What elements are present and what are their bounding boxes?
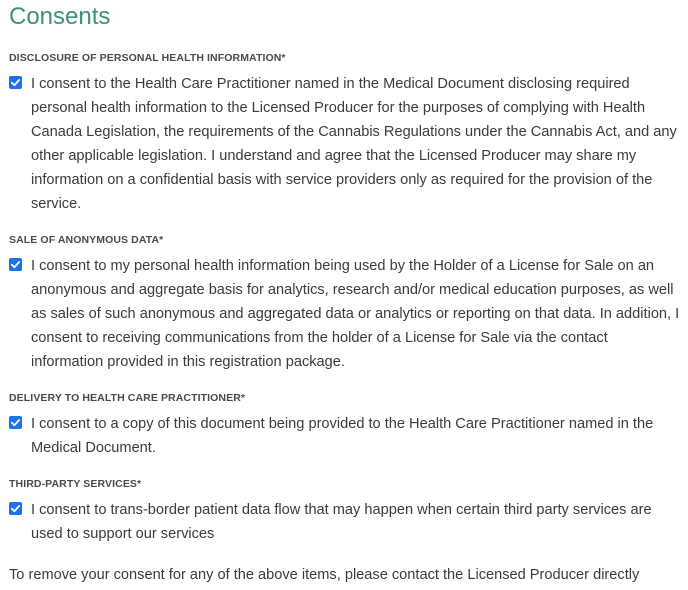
checkmark-icon [10,503,21,514]
consent-delivery-text: I consent to a copy of this document being provided to the Health Care Practitioner named in the Medical Document. [31,416,654,456]
consent-removal-note: To remove your consent for any of the above items, please contact the Licensed Producer directly [9,567,640,583]
consent-sale [9,254,683,374]
checkmark-icon [10,77,21,88]
consent-delivery [9,412,683,460]
consent-disclosure-text: I consent to the Health Care Practitioner named in the Medical Document disclosing required personal health information to the Licensed Producer for the purposes of complying with Health Canada Legislation, the requirements of the Cannabis Regulations under the Cannabis Act, and any other applicable legislation. I understand and agree that the Licensed Producer may share my information on a confidential basis with service providers only as required for the provision of the service. [31,76,677,212]
checkmark-icon [10,417,21,428]
page-title: Consents [9,3,111,30]
consent-third-party-checkbox[interactable] [9,502,22,515]
consent-disclosure [9,72,683,216]
consent-third-party-text: I consent to trans-border patient data flow that may happen when certain third party services are used to support our services [31,502,652,542]
section-heading-disclosure: DISCLOSURE OF PERSONAL HEALTH INFORMATION* [9,52,286,64]
consent-third-party [9,498,683,546]
consent-delivery-checkbox[interactable] [9,416,22,429]
consent-sale-checkbox[interactable] [9,258,22,271]
section-heading-delivery: DELIVERY TO HEALTH CARE PRACTITIONER* [9,392,246,404]
section-heading-third-party: THIRD-PARTY SERVICES* [9,478,142,490]
checkmark-icon [10,259,21,270]
section-heading-sale: SALE OF ANONYMOUS DATA* [9,234,164,246]
consent-disclosure-checkbox[interactable] [9,76,22,89]
consent-sale-text: I consent to my personal health information being used by the Holder of a License for Sale on an anonymous and aggregate basis for analytics, research and/or medical education purposes, as well as sales of such anonymous and aggregated data or analytics or reporting on that data. In addition, I consent to receiving communications from the holder of a License for Sale via the contact information provided in this registration package. [31,258,680,370]
